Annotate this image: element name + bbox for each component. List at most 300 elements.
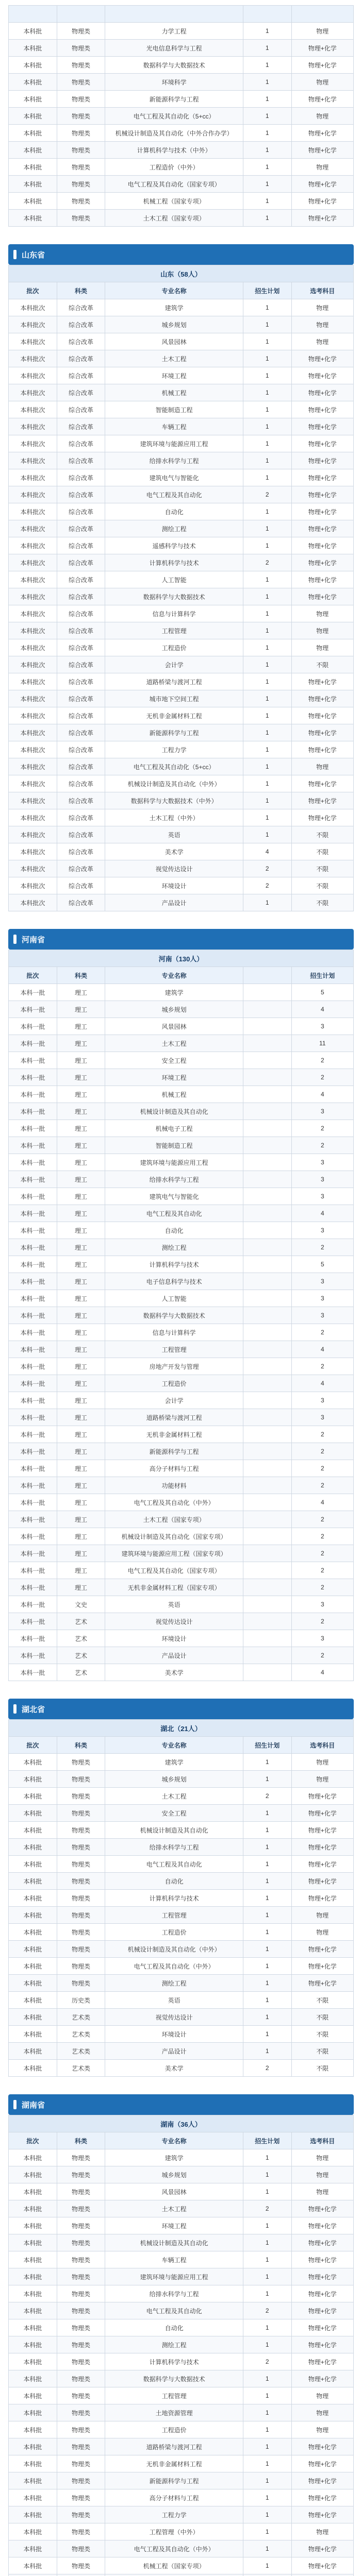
table-row — [9, 1754, 354, 1771]
table-cell: 物理+化学 — [291, 2200, 353, 2217]
table-cell: 本科批 — [9, 2251, 57, 2268]
column-header — [9, 6, 57, 23]
table-cell: 综合改革 — [57, 503, 105, 520]
table-cell — [243, 1494, 291, 1511]
table-cell: 物理+化学 — [291, 588, 353, 605]
table-row — [9, 1154, 354, 1171]
table-cell: 物理+化学 — [291, 2489, 353, 2506]
column-header: 招生计划 — [243, 1737, 291, 1754]
table-row — [9, 707, 354, 724]
table-row — [9, 1494, 354, 1511]
table-cell: 物理+化学 — [291, 2370, 353, 2387]
table-cell: 理工 — [57, 1018, 105, 1035]
table-cell: 物理+化学 — [291, 1805, 353, 1822]
table-cell: 综合改革 — [57, 741, 105, 758]
table-cell: 不限 — [291, 894, 353, 911]
table-cell: 城乡规划 — [105, 316, 243, 333]
table-cell: 本科批次 — [9, 826, 57, 843]
table-cell: 物理+化学 — [291, 554, 353, 571]
table-cell: 功能材料 — [105, 1477, 243, 1494]
table-cell: 工程造价 — [105, 1375, 243, 1392]
table-cell: 房地产开发与管理 — [105, 1358, 243, 1375]
table-cell: 自动化 — [105, 503, 243, 520]
table-cell: 1 — [243, 2506, 291, 2523]
table-row — [9, 826, 354, 843]
table-cell: 本科批 — [9, 159, 57, 176]
column-header: 专业名称 — [105, 967, 243, 984]
section-heading — [8, 244, 354, 265]
table-cell: 本科一批 — [9, 1375, 57, 1392]
table-cell: 本科批 — [9, 2523, 57, 2540]
table-cell: 视觉传达设计 — [105, 1613, 243, 1630]
table-row — [9, 656, 354, 673]
table-cell: 不限 — [291, 2060, 353, 2077]
table-cell: 物理+化学 — [291, 125, 353, 142]
table-cell: 1 — [243, 724, 291, 741]
table-row — [9, 843, 354, 860]
table-cell: 建筑环境与能源应用工程（国家专项） — [105, 1545, 243, 1562]
heading-bar-icon — [13, 250, 17, 259]
table-cell: 理工 — [57, 1324, 105, 1341]
table-cell: 物理类 — [57, 74, 105, 91]
table-cell: 物理 — [291, 108, 353, 125]
table-cell: 物理类 — [57, 159, 105, 176]
table-row — [9, 1086, 354, 1103]
table-cell: 本科批 — [9, 23, 57, 40]
table-cell: 本科一批 — [9, 1290, 57, 1307]
table-cell: 本科一批 — [9, 1341, 57, 1358]
province-section — [0, 239, 362, 924]
table-row — [9, 2438, 354, 2455]
table-cell: 机械设计制造及其自动化（国家专项） — [105, 1528, 243, 1545]
table-row — [9, 2009, 354, 2026]
table-cell: 1 — [243, 588, 291, 605]
table-cell: 物理+化学 — [291, 2234, 353, 2251]
table-cell: 本科批 — [9, 1856, 57, 1873]
table-cell: 1 — [243, 1975, 291, 1992]
table-cell: 理工 — [57, 1443, 105, 1460]
table-cell: 3 — [291, 1171, 353, 1188]
table-cell: 测绘工程 — [105, 2336, 243, 2353]
table-row — [9, 1856, 354, 1873]
column-header — [243, 967, 291, 984]
table-cell: 本科一批 — [9, 1188, 57, 1205]
table-cell: 物理+化学 — [291, 1958, 353, 1975]
table-row — [9, 1511, 354, 1528]
table-cell: 物理+化学 — [291, 809, 353, 826]
table-row — [9, 469, 354, 486]
table-cell: 本科批 — [9, 2234, 57, 2251]
table-cell: 艺术类 — [57, 2009, 105, 2026]
table-cell: 车辆工程 — [105, 418, 243, 435]
table-cell: 物理类 — [57, 2285, 105, 2302]
table-cell: 本科批 — [9, 1975, 57, 1992]
table-cell: 综合改革 — [57, 826, 105, 843]
table-cell: 物理+化学 — [291, 1822, 353, 1839]
table-cell: 不限 — [291, 860, 353, 877]
table-cell: 物理类 — [57, 1924, 105, 1941]
table-cell: 2 — [291, 1613, 353, 1630]
table-row — [9, 74, 354, 91]
table-cell: 1 — [243, 125, 291, 142]
table-cell: 综合改革 — [57, 367, 105, 384]
table-cell — [243, 1188, 291, 1205]
table-cell: 城乡规划 — [105, 2166, 243, 2183]
table-cell: 数据科学与大数据技术 — [105, 588, 243, 605]
table-row — [9, 741, 354, 758]
table-row — [9, 1822, 354, 1839]
table-cell: 物理类 — [57, 1771, 105, 1788]
table-cell: 1 — [243, 690, 291, 707]
table-cell: 计算机科学与技术 — [105, 1256, 243, 1273]
table-cell: 1 — [243, 2387, 291, 2404]
table-cell: 理工 — [57, 1188, 105, 1205]
table-cell — [243, 1511, 291, 1528]
table-row — [9, 1392, 354, 1409]
table-cell: 土木工程（国家专项） — [105, 210, 243, 227]
heading-bar-icon — [13, 935, 17, 944]
table-cell: 本科一批 — [9, 1103, 57, 1120]
table-cell: 电气工程及其自动化 — [105, 2302, 243, 2319]
table-cell: 本科批 — [9, 2026, 57, 2043]
table-cell: 本科一批 — [9, 1256, 57, 1273]
admissions-table — [8, 1719, 354, 2077]
table-cell — [243, 1409, 291, 1426]
table-cell: 理工 — [57, 1222, 105, 1239]
table-row — [9, 418, 354, 435]
table-cell: 1 — [243, 2217, 291, 2234]
table-cell: 本科批 — [9, 2438, 57, 2455]
column-header: 招生计划 — [291, 967, 353, 984]
table-cell: 力学工程 — [105, 23, 243, 40]
table-cell: 物理+化学 — [291, 2268, 353, 2285]
table-cell — [243, 1426, 291, 1443]
table-cell: 物理类 — [57, 210, 105, 227]
admissions-table — [8, 265, 354, 911]
table-cell: 理工 — [57, 1307, 105, 1324]
table-cell: 3 — [291, 1103, 353, 1120]
table-cell: 本科批次 — [9, 384, 57, 401]
table-cell: 物理+化学 — [291, 2472, 353, 2489]
table-cell: 土木工程 — [105, 1035, 243, 1052]
table-cell: 综合改革 — [57, 316, 105, 333]
table-cell: 3 — [291, 1290, 353, 1307]
table-cell: 物理类 — [57, 2149, 105, 2166]
table-cell: 理工 — [57, 1341, 105, 1358]
table-cell: 本科一批 — [9, 1392, 57, 1409]
table-cell: 物理+化学 — [291, 469, 353, 486]
table-cell — [105, 2574, 243, 2576]
table-row — [9, 57, 354, 74]
table-cell: 综合改革 — [57, 384, 105, 401]
table-cell: 艺术 — [57, 1630, 105, 1647]
table-row — [9, 384, 354, 401]
column-header: 科类 — [57, 282, 105, 299]
table-cell: 物理+化学 — [291, 1839, 353, 1856]
table-cell: 物理类 — [57, 1805, 105, 1822]
table-row — [9, 2404, 354, 2421]
table-cell: 物理 — [291, 1924, 353, 1941]
table-cell: 物理类 — [57, 57, 105, 74]
table-cell: 本科批 — [9, 210, 57, 227]
table-cell: 1 — [243, 159, 291, 176]
table-cell: 1 — [243, 91, 291, 108]
table-cell — [243, 1375, 291, 1392]
section-heading-text: 湖北省 — [22, 1705, 45, 1714]
table-cell — [243, 1069, 291, 1086]
table-cell: 本科批次 — [9, 469, 57, 486]
table-cell: 本科一批 — [9, 1222, 57, 1239]
table-cell: 无机非金属材料工程（国家专项） — [105, 1579, 243, 1596]
table-cell — [243, 1528, 291, 1545]
table-cell: 理工 — [57, 1426, 105, 1443]
table-cell: 建筑学 — [105, 2149, 243, 2166]
table-cell — [243, 1579, 291, 1596]
column-header: 科类 — [57, 1737, 105, 1754]
table-cell: 3 — [291, 1154, 353, 1171]
table-cell: 2 — [291, 1052, 353, 1069]
table-cell: 风景园林 — [105, 1018, 243, 1035]
column-header: 科类 — [57, 2132, 105, 2149]
table-cell: 光电信息科学与工程 — [105, 40, 243, 57]
table-row — [9, 877, 354, 894]
table-row — [9, 2506, 354, 2523]
table-cell: 本科批 — [9, 2540, 57, 2557]
table-cell: 机械设计制造及其自动化 — [105, 1822, 243, 1839]
table-row — [9, 1120, 354, 1137]
table-row — [9, 1771, 354, 1788]
table-cell: 物理+化学 — [291, 2251, 353, 2268]
table-cell: 环境工程 — [105, 1069, 243, 1086]
table-cell: 物理类 — [57, 1856, 105, 1873]
table-cell: 理工 — [57, 1069, 105, 1086]
table-cell: 机械设计制造及其自动化 — [105, 1103, 243, 1120]
table-cell — [243, 1443, 291, 1460]
table-cell: 安全工程 — [105, 1805, 243, 1822]
table-cell: 美术学 — [105, 1664, 243, 1681]
table-cell: 机械工程 — [105, 1086, 243, 1103]
table-cell: 物理 — [291, 2149, 353, 2166]
table-cell: 英语 — [105, 1992, 243, 2009]
table-cell — [243, 1664, 291, 1681]
table-cell: 本科批 — [9, 2370, 57, 2387]
column-header — [57, 6, 105, 23]
table-cell: 1 — [243, 333, 291, 350]
table-row — [9, 108, 354, 125]
table-cell: 1 — [243, 2251, 291, 2268]
table-cell: 本科批 — [9, 40, 57, 57]
table-row — [9, 758, 354, 775]
table-row — [9, 1341, 354, 1358]
table-cell: 计算机科学与技术（中外） — [105, 142, 243, 159]
table-cell: 本科批 — [9, 2404, 57, 2421]
table-cell: 本科批 — [9, 1890, 57, 1907]
table-cell: 工程力学 — [105, 741, 243, 758]
table-cell: 1 — [243, 2149, 291, 2166]
table-row — [9, 1052, 354, 1069]
table-cell — [9, 2574, 57, 2576]
table-cell: 1 — [243, 2472, 291, 2489]
table-cell: 物理类 — [57, 1890, 105, 1907]
table-cell: 安全工程 — [105, 1052, 243, 1069]
table-cell: 本科批次 — [9, 503, 57, 520]
table-cell: 物理+化学 — [291, 401, 353, 418]
table-cell: 物理 — [291, 639, 353, 656]
section-heading-text: 山东省 — [22, 250, 45, 260]
table-row — [9, 537, 354, 554]
table-row — [9, 1873, 354, 1890]
province-section — [0, 1693, 362, 2089]
table-cell: 本科批 — [9, 1941, 57, 1958]
table-cell: 测绘工程 — [105, 520, 243, 537]
table-cell: 1 — [243, 2285, 291, 2302]
table-cell — [243, 1222, 291, 1239]
table-row — [9, 486, 354, 503]
table-cell: 1 — [243, 2319, 291, 2336]
table-row — [9, 554, 354, 571]
table-row — [9, 1443, 354, 1460]
table-cell: 本科批次 — [9, 537, 57, 554]
table-cell: 4 — [291, 1375, 353, 1392]
table-row — [9, 1975, 354, 1992]
table-cell: 1 — [243, 2009, 291, 2026]
table-cell: 电气工程及其自动化（5+cc） — [105, 108, 243, 125]
table-row — [9, 984, 354, 1001]
table-row — [9, 894, 354, 911]
table-row — [9, 452, 354, 469]
table-row — [9, 1630, 354, 1647]
table-title: 湖北（21人） — [9, 1720, 354, 1737]
table-row — [9, 1239, 354, 1256]
table-cell: 数据科学与大数据技术 — [105, 1307, 243, 1324]
table-cell: 本科一批 — [9, 1358, 57, 1375]
table-row — [9, 1188, 354, 1205]
table-cell: 综合改革 — [57, 299, 105, 316]
table-cell: 本科批次 — [9, 571, 57, 588]
table-cell: 3 — [291, 1188, 353, 1205]
table-cell: 理工 — [57, 1290, 105, 1307]
table-cell: 环境设计 — [105, 2026, 243, 2043]
table-cell: 本科批 — [9, 1754, 57, 1771]
table-cell: 物理类 — [57, 2336, 105, 2353]
table-cell: 1 — [243, 452, 291, 469]
table-cell: 人工智能 — [105, 571, 243, 588]
table-cell: 本科一批 — [9, 1477, 57, 1494]
table-cell: 5 — [291, 1256, 353, 1273]
table-cell: 物理+化学 — [291, 176, 353, 193]
table-cell: 英语 — [105, 826, 243, 843]
table-cell: 理工 — [57, 1052, 105, 1069]
table-cell: 物理+化学 — [291, 2302, 353, 2319]
province-section — [0, 924, 362, 1693]
table-cell: 1 — [243, 2234, 291, 2251]
table-cell: 综合改革 — [57, 758, 105, 775]
table-cell: 物理类 — [57, 2489, 105, 2506]
table-cell: 物理类 — [57, 2455, 105, 2472]
table-row — [9, 2285, 354, 2302]
table-cell: 1 — [243, 2557, 291, 2574]
table-cell: 道路桥梁与渡河工程 — [105, 1409, 243, 1426]
table-cell: 本科批 — [9, 2472, 57, 2489]
table-cell: 美术学 — [105, 843, 243, 860]
table-cell: 物理+化学 — [291, 2438, 353, 2455]
table-cell: 电气工程及其自动化（中外） — [105, 1958, 243, 1975]
table-cell: 物理类 — [57, 2506, 105, 2523]
table-cell: 1 — [243, 142, 291, 159]
table-cell: 本科批次 — [9, 435, 57, 452]
table-row — [9, 503, 354, 520]
table-cell: 城乡规划 — [105, 1001, 243, 1018]
section-heading — [8, 929, 354, 950]
table-row — [9, 690, 354, 707]
table-cell: 不限 — [291, 1992, 353, 2009]
table-cell: 1 — [243, 1941, 291, 1958]
table-cell: 2 — [291, 1069, 353, 1086]
column-header: 批次 — [9, 282, 57, 299]
table-cell — [243, 1290, 291, 1307]
table-cell: 文史 — [57, 1596, 105, 1613]
table-cell: 本科一批 — [9, 1426, 57, 1443]
table-row — [9, 792, 354, 809]
table-cell: 物理 — [291, 316, 353, 333]
table-cell: 本科批 — [9, 1839, 57, 1856]
table-cell: 本科一批 — [9, 1069, 57, 1086]
table-cell: 物理类 — [57, 2387, 105, 2404]
table-row — [9, 1941, 354, 1958]
table-cell: 1 — [243, 741, 291, 758]
table-row — [9, 622, 354, 639]
table-cell: 产品设计 — [105, 1647, 243, 1664]
table-cell: 本科一批 — [9, 1171, 57, 1188]
table-cell: 1 — [243, 1907, 291, 1924]
table-cell: 建筑学 — [105, 1754, 243, 1771]
table-row — [9, 1579, 354, 1596]
table-cell: 本科一批 — [9, 1324, 57, 1341]
table-cell: 综合改革 — [57, 452, 105, 469]
table-cell: 1 — [243, 418, 291, 435]
table-cell: 物理+化学 — [291, 503, 353, 520]
table-cell: 综合改革 — [57, 707, 105, 724]
table-cell: 环境设计 — [105, 877, 243, 894]
table-cell: 不限 — [291, 2026, 353, 2043]
table-cell: 物理类 — [57, 1941, 105, 1958]
table-cell: 物理+化学 — [291, 193, 353, 210]
table-cell: 机械设计制造及其自动化（中外合作办学） — [105, 125, 243, 142]
table-cell: 1 — [243, 1856, 291, 1873]
table-cell: 机械设计制造及其自动化（中外） — [105, 775, 243, 792]
table-cell: 2 — [291, 1239, 353, 1256]
table-row — [9, 1069, 354, 1086]
table-cell: 2 — [243, 2200, 291, 2217]
table-row — [9, 23, 354, 40]
table-cell: 理工 — [57, 1358, 105, 1375]
table-cell: 2 — [291, 1460, 353, 1477]
table-cell: 视觉传达设计 — [105, 860, 243, 877]
table-cell: 物理类 — [57, 2200, 105, 2217]
table-cell: 1 — [243, 350, 291, 367]
table-row — [9, 1273, 354, 1290]
table-cell: 无机非金属材料工程 — [105, 1426, 243, 1443]
table-cell: 本科一批 — [9, 1443, 57, 1460]
table-cell: 综合改革 — [57, 605, 105, 622]
table-cell: 物理类 — [57, 23, 105, 40]
table-cell: 1 — [243, 2438, 291, 2455]
table-row — [9, 2200, 354, 2217]
table-cell: 道路桥梁与渡河工程 — [105, 673, 243, 690]
table-cell — [243, 1647, 291, 1664]
table-cell: 艺术类 — [57, 2043, 105, 2060]
table-cell: 本科批 — [9, 2009, 57, 2026]
